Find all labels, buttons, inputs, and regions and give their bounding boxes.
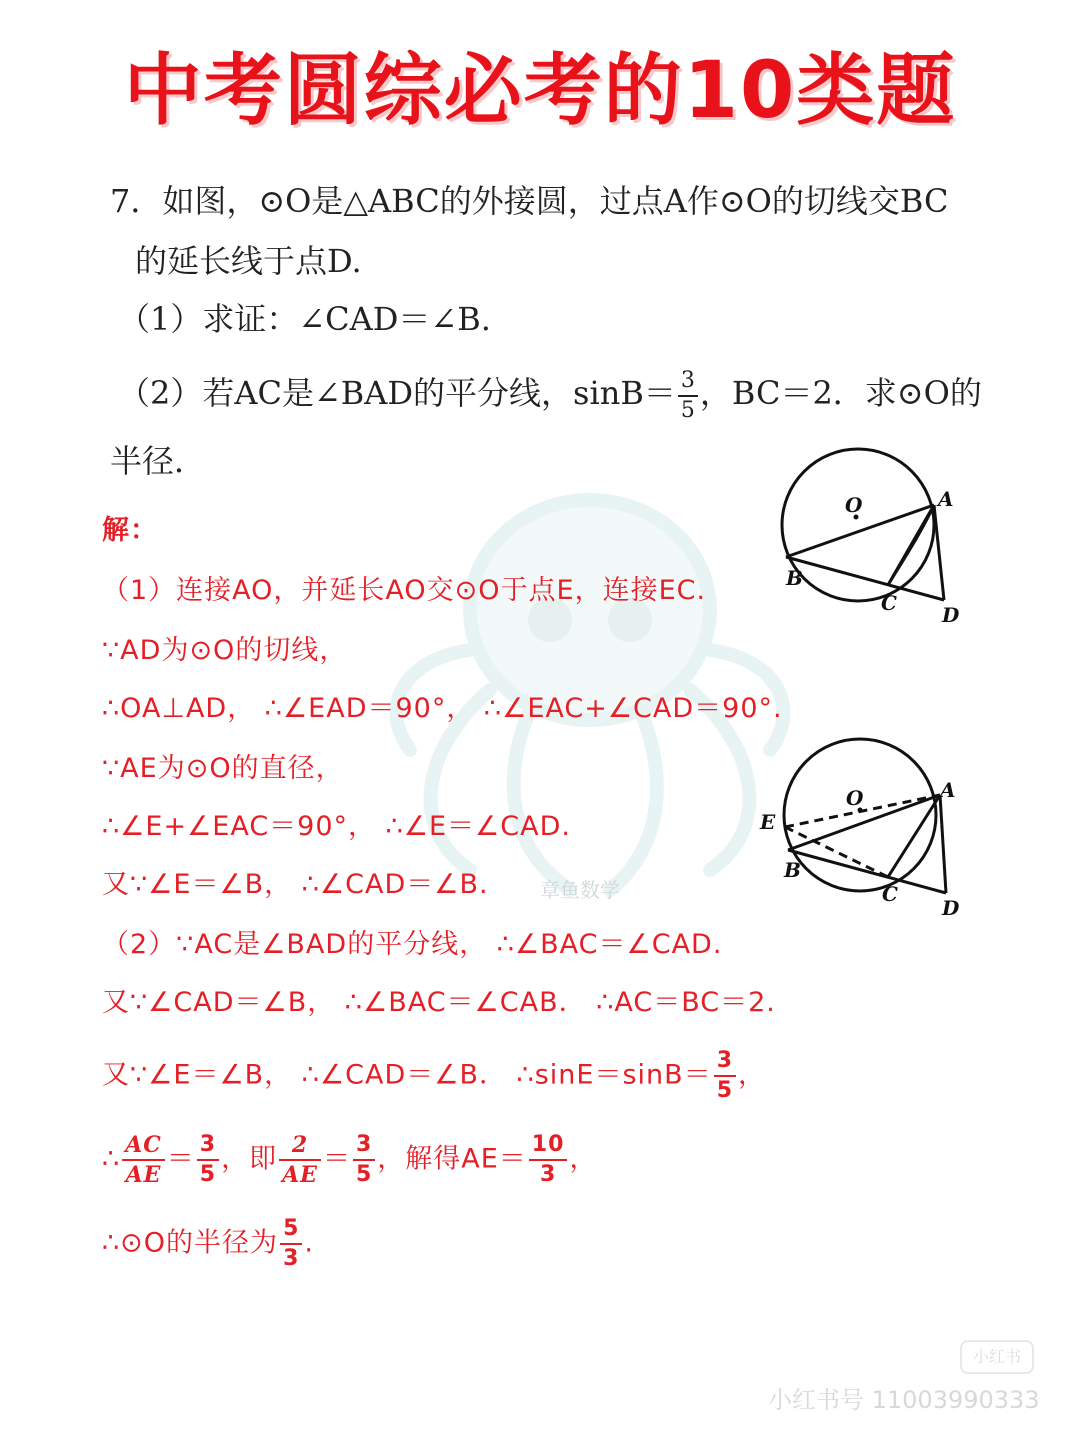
problem-part-2-cont: 半径．	[110, 442, 207, 480]
line-9-end: ，	[738, 1059, 766, 1091]
fraction-numerator: 2	[279, 1134, 321, 1161]
solution-line-7: （2）∵AC是∠BAD的平分线， ∴∠BAC＝∠CAD.	[102, 929, 723, 960]
fraction-numerator: 3	[353, 1134, 375, 1161]
fraction-denominator: 3	[283, 1246, 300, 1271]
label-D: D	[942, 603, 960, 627]
fraction-denominator: 5	[355, 1162, 373, 1187]
three-fifths-fraction	[197, 1134, 219, 1186]
solution-label: 解：	[102, 515, 158, 546]
solution-line-9	[102, 1050, 766, 1102]
page-title: 中考圆综必考的10类题	[123, 46, 957, 136]
line-11-text: ∴⊙O的半径为	[102, 1227, 279, 1259]
fraction-numerator: 5	[280, 1218, 302, 1245]
fraction-denominator: 5	[680, 397, 695, 423]
sin-fraction	[714, 1050, 736, 1102]
label-A: A	[938, 487, 954, 511]
ae-value-fraction	[529, 1134, 568, 1186]
solution-line-2: ∵AD为⊙O的切线，	[102, 635, 348, 666]
line-10-mid: ，即	[221, 1143, 278, 1175]
label-C: C	[882, 882, 898, 906]
problem-part-2-text-a: （2）若AC是∠BAD的平分线，sinB＝	[118, 374, 676, 412]
fraction-numerator: 3	[678, 370, 698, 397]
circle-diagram-1	[770, 440, 980, 630]
line-10-solve: ，解得AE＝	[377, 1143, 527, 1175]
solution-line-5: ∴∠E+∠EAC＝90°， ∴∠E＝∠CAD.	[102, 811, 571, 842]
fraction-numerator: AC	[122, 1134, 165, 1161]
xiaohongshu-id-watermark: 小红书号 11003990333	[768, 1386, 1040, 1414]
label-D: D	[942, 896, 960, 920]
solution-line-6: 又∵∠E＝∠B， ∴∠CAD＝∠B.	[102, 869, 489, 900]
sinB-fraction	[678, 367, 698, 423]
solution-line-4: ∵AE为⊙O的直径，	[102, 753, 344, 784]
solution-line-1: （1）连接AO，并延长AO交⊙O于点E，连接EC.	[102, 575, 707, 606]
label-O: O	[846, 786, 864, 810]
label-E: E	[760, 810, 776, 834]
fraction-numerator: 3	[197, 1134, 219, 1161]
fraction-denominator: 5	[199, 1162, 217, 1187]
circle-diagram-2	[752, 735, 980, 925]
line-9-text: 又∵∠E＝∠B， ∴∠CAD＝∠B． ∴sinE＝sinB＝	[102, 1059, 712, 1091]
problem-line-2: 的延长线于点D.	[135, 242, 362, 280]
label-A: A	[940, 778, 956, 802]
label-C: C	[881, 591, 897, 615]
ac-over-ae-fraction	[122, 1134, 165, 1186]
problem-line-1: 7．如图，⊙O是△ABC的外接圆，过点A作⊙O的切线交BC	[110, 182, 949, 220]
fraction-denominator: 3	[539, 1162, 557, 1187]
fraction-numerator: 10	[529, 1134, 568, 1161]
radius-fraction	[280, 1218, 302, 1270]
line-10-end: ，	[569, 1143, 598, 1175]
label-B: B	[784, 858, 801, 882]
equals: ＝	[166, 1143, 195, 1175]
solution-line-8: 又∵∠CAD＝∠B， ∴∠BAC＝∠CAB． ∴AC＝BC＝2.	[102, 987, 776, 1018]
problem-part-2-text-b: ，BC＝2．求⊙O的	[699, 374, 982, 412]
label-B: B	[786, 566, 803, 590]
problem-part-1: （1）求证：∠CAD＝∠B.	[118, 300, 491, 338]
fraction-denominator: 5	[716, 1078, 733, 1103]
center-watermark: 章鱼数学	[540, 878, 620, 902]
solution-line-10	[102, 1134, 597, 1186]
problem-part-2	[118, 368, 982, 422]
line-11-end: .	[304, 1227, 314, 1259]
three-fifths-fraction	[353, 1134, 375, 1186]
solution-line-11	[102, 1218, 314, 1270]
label-O: O	[845, 493, 863, 517]
line-10-therefore: ∴	[102, 1143, 121, 1175]
fraction-numerator: 3	[714, 1050, 736, 1077]
solution-line-3: ∴OA⊥AD， ∴∠EAD＝90°， ∴∠EAC+∠CAD＝90°.	[102, 693, 783, 724]
xiaohongshu-logo: 小红书	[960, 1340, 1034, 1374]
fraction-denominator: AE	[282, 1162, 318, 1188]
equals: ＝	[322, 1143, 351, 1175]
fraction-denominator: AE	[125, 1162, 162, 1188]
two-over-ae-fraction	[279, 1134, 321, 1186]
